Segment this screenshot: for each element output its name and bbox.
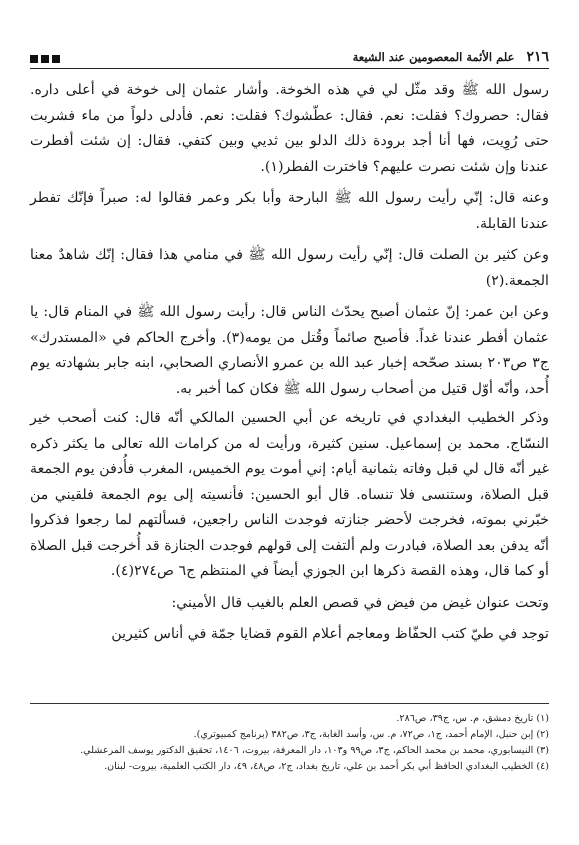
footnote: (٢) إبن حنبل، الإمام أحمد، ج١، ص٧٢، م. س، وأسد الغابة، ج٣، ص٣٨٢ (برنامج كمبيوتري). [193,729,549,740]
paragraph: توجد في طيّ كتب الحفّاظ ومعاجم أعلام القوم قضايا جمّة في أناس كثيرين [111,626,549,642]
paragraph: وعنه قال: إنّي رأيت رسول الله ﷺ البارحة وأبا بكر وعمر فقالوا له: صبراً فإنّك تفطر عندنا القابلة. [30,190,549,232]
paragraph: وتحت عنوان غيض من فيض في قصص العلم بالغيب قال الأميني: [171,594,549,611]
paragraph: وعن ابن عمر: إنّ عثمان أصبح يحدّث الناس قال: رأيت رسول الله ﷺ في المنام قال: يا عثمان أفطر عندنا غداً. فأصبح صائماً وقُتل من يومه(٣). وأخرج الحاكم في «المستدرك» ج٣ ص٢٠٣ بسند صحّحه إخبار عبد الله بن عمرو الأنصاري الصحابي، ابنه جابر بشهادته يوم أُحد، وأنّه أوّل قتيل من أصحاب رسول الله ﷺ فكان كما أخبر به. [30,304,549,397]
header-ornament [30,55,60,68]
running-title: علم الأئمة المعصومين عند الشيعة [352,50,515,64]
paragraph: رسول الله ﷺ وقد مثّل لي في هذه الخوخة. وأشار عثمان إلى خوخة في أعلى داره. فقال: حصروك؟ فقلت: نعم. فقال: عطّشوك؟ فقلت: نعم. فأدلى دلواً من ماء فشربت حتى رُوِيت، فها أنا أجد برودة ذلك الدلو بين ثديي وبين كتفي. فقال: إن شئت أفطرت عندنا وإن شئت نصرت عليهم؟ فاخترت الفطر(١). [30,82,549,175]
footnote: (٤) الخطيب البغدادي الحافظ أبي بكر أحمد بن علي، تاريخ بغداد، ج٢، ص٤٨، ٤٩، دار الكتب العلمية، بيروت- لبنان. [104,761,549,772]
ornament-square [52,55,60,63]
header-title-group [353,49,549,68]
ornament-square [41,55,49,63]
main-text [30,78,549,654]
footnotes [30,711,549,775]
paragraph: وعن كثير بن الصلت قال: إنّي رأيت رسول الله ﷺ في منامي هذا فقال: إنّك شاهدٌ معنا الجمعة.(٢) [30,247,549,289]
footnote: (١) تاريخ دمشق، م. س، ج٣٩، ص٢٨٦. [396,713,549,724]
ornament-square [30,55,38,63]
footnote: (٣) النيسابوري، محمد بن محمد الحاكم، ج٣، ص٩٩ و١٠٣، دار المعرفة، بيروت، ١٤٠٦، تحقيق الدكتور يوسف المرعشلي. [80,745,549,756]
page-header [30,44,549,69]
footnote-divider [30,703,549,704]
paragraph: وذكر الخطيب البغدادي في تاريخه عن أبي الحسين المالكي أنّه قال: كنت أصحب خير النسّاج. محمد بن إسماعيل. سنين كثيرة، ورأيت له من كرامات الله تعالى ما يكثر ذكره غير أنّه قال لي قبل وفاته بثمانية أيام: إني أموت يوم الخميس، المغرب فأُدفن يوم الجمعة قبل الصلاة، وستنسى فلا تنساه. قال أبو الحسين: فأنسيته إلى يوم الجمعة فلقيني من خبّرني بموته، فخرجت لأحضر جنازته فوجدت الناس راجعين، فسألتهم لما رجعوا فذكروا أنّه يدفن بعد الصلاة، فبادرت ولم ألتفت إلى قولهم فوجدت الجنازة قد أُخرجت قبل الصلاة أو كما قال، وهذه القصة ذكرها ابن الجوزي أيضاً في المنتظم ج٦ ص٢٧٤(٤). [30,410,549,579]
page-number: ٢١٦ [526,49,549,65]
